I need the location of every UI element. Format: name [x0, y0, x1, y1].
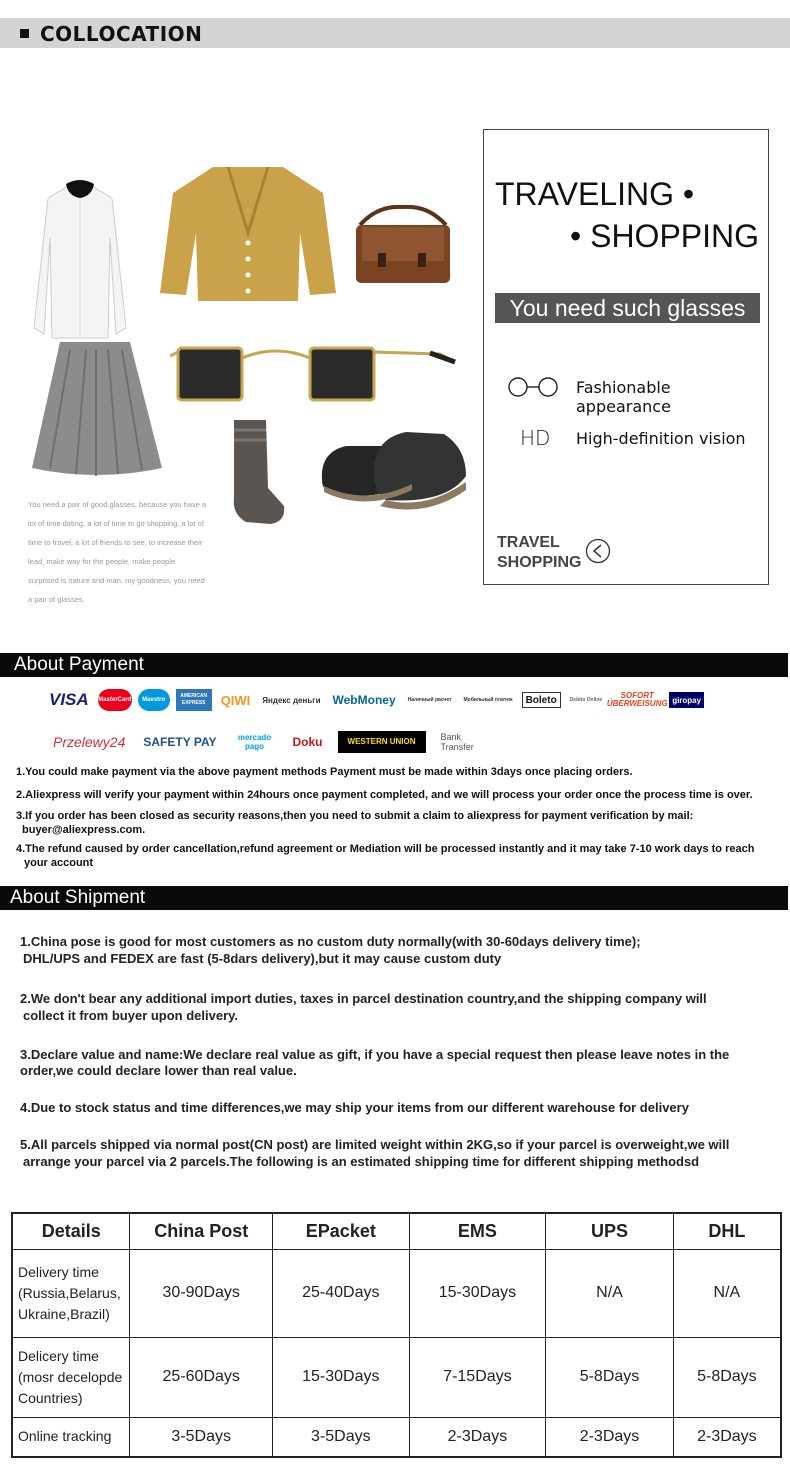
visa-logo: VISA: [49, 690, 89, 709]
mastercard-logo: MasterCard: [98, 689, 132, 711]
row-label-line: Delicery time: [18, 1347, 99, 1364]
need-glasses-banner: You need such glasses: [495, 293, 760, 323]
payment-email: buyer@aliexpress.com.: [22, 824, 146, 836]
sunglasses-image: [170, 330, 460, 410]
payment-note-4: 4.The refund caused by order cancellation,refund agreement or Mediation will be processed instantly and it may take 7-10 work days to reach: [16, 843, 755, 855]
leather-shoes-image: [316, 420, 471, 515]
table-header-cell: DHL: [673, 1213, 781, 1249]
cash-payment-logo: Наличный расчет: [407, 697, 452, 703]
shipment-note-1: 1.China pose is good for most customers as no custom duty normally(with 30-60days delivery time);: [20, 934, 641, 949]
bank-transfer-logo: Bank Transfer: [440, 732, 474, 752]
table-row: [12, 1249, 781, 1337]
webmoney-logo: WebMoney: [332, 693, 396, 707]
maestro-logo: Maestro: [138, 689, 170, 711]
payment-note-4-cont: your account: [24, 857, 94, 869]
yellow-cardigan-image: [158, 163, 338, 305]
mercadopago-logo: mercado pago: [237, 733, 272, 751]
doku-logo: Doku: [292, 735, 323, 749]
table-cell: 25-60Days: [130, 1337, 273, 1417]
arrow-left-circle-icon: [585, 538, 611, 564]
table-row: [12, 1337, 781, 1417]
row-label-line: Delivery time: [18, 1263, 99, 1280]
safetypay-logo: SAFETY PAY: [143, 735, 217, 749]
table-cell: 2-3Days: [409, 1417, 546, 1457]
shipment-note-5-cont: arrange your parcel via 2 parcels.The following is an estimated shipping time for different shipping methodsd: [23, 1154, 700, 1169]
table-cell: 7-15Days: [409, 1337, 546, 1417]
table-cell: 3-5Days: [272, 1417, 409, 1457]
payment-note-1: 1.You could make payment via the above payment methods Payment must be made within 3days once placing orders.: [16, 766, 633, 778]
table-cell: 15-30Days: [409, 1249, 546, 1337]
table-header-cell: UPS: [546, 1213, 674, 1249]
travel-shopping-label: [497, 533, 581, 573]
boleto-logo: Boleto: [522, 692, 561, 708]
hd-icon: HD: [520, 426, 551, 450]
debito-online-logo: Debito Online: [569, 697, 603, 703]
wool-sock-image: [226, 418, 288, 528]
glasses-outline-icon: [506, 376, 562, 398]
table-header-cell: China Post: [130, 1213, 273, 1249]
feature-fashionable: Fashionable appearance: [576, 378, 671, 416]
table-row: [12, 1417, 781, 1457]
row-label-line: Countries): [18, 1389, 83, 1406]
table-cell: N/A: [673, 1249, 781, 1337]
yandex-money-logo: Яндекс деньги: [262, 695, 321, 705]
brown-bag-image: [348, 205, 458, 285]
shipment-note-1-cont: DHL/UPS and FEDEX are fast (5-8dars delivery),but it may cause custom duty: [23, 951, 502, 966]
square-bullet-icon: [20, 29, 29, 38]
shipment-note-3-cont: order,we could declare lower than real value.: [20, 1063, 297, 1078]
shopping-heading: • SHOPPING: [570, 218, 760, 254]
shipment-note-2-cont: collect it from buyer upon delivery.: [23, 1008, 239, 1023]
shipment-note-2: 2.We don't bear any additional import duties, taxes in parcel destination country,and the shipping company will: [20, 991, 707, 1006]
feature-hd: High-definition vision: [576, 429, 746, 448]
glasses-promo-panel: [483, 129, 769, 585]
table-cell: 5-8Days: [546, 1337, 674, 1417]
shipment-note-5: 5.All parcels shipped via normal post(CN post) are limited weight within 2KG,so if your parcel is overweight,we will: [20, 1137, 730, 1152]
row-label: [12, 1417, 130, 1457]
table-cell: N/A: [546, 1249, 674, 1337]
traveling-heading: TRAVELING •: [495, 176, 695, 212]
table-header-row: [12, 1213, 781, 1249]
table-header-cell: Details: [12, 1213, 130, 1249]
collage-caption: You need a pair of good glasses, because you have a lot of time dating, a lot of time to go shopping, a lot of time to travel, a lot of friends to see, to increase their lead, make way for the people, make people surprised is nature and man, my goodness, you need a pair of glasses.: [28, 500, 207, 604]
row-label-line: (mosr decelopde: [18, 1368, 123, 1385]
shipment-note-4: 4.Due to stock status and time differences,we may ship your items from our different warehouse for delivery: [20, 1100, 689, 1115]
sofort-logo: SOFORT ÜBERWEISUNG: [606, 691, 668, 708]
white-shirt-image: [30, 178, 130, 343]
gray-skirt-image: [30, 340, 165, 480]
amex-logo: AMERICAN EXPRESS: [176, 689, 212, 711]
payment-logos-row-1: [46, 689, 704, 711]
row-label: [12, 1249, 130, 1337]
table-cell: 15-30Days: [272, 1337, 409, 1417]
table-cell: 2-3Days: [546, 1417, 674, 1457]
row-label-line: Online tracking: [18, 1428, 112, 1445]
shipment-note-3: 3.Declare value and name:We declare real value as gift, if you have a special request then please leave notes in the: [20, 1047, 730, 1062]
przelewy24-logo: Przelewy24: [53, 734, 126, 750]
table-header-cell: EMS: [409, 1213, 546, 1249]
travel-label: TRAVEL: [497, 534, 560, 551]
western-union-logo: WESTERN UNION: [338, 731, 426, 753]
row-label-line: Ukraine,Brazil): [18, 1305, 110, 1322]
row-label: [12, 1337, 130, 1417]
about-shipment-header: About Shipment: [0, 886, 788, 910]
payment-note-2: 2.Aliexpress will verify your payment within 24hours once payment completed, and we will process your order once the process time is over.: [16, 789, 753, 801]
about-payment-header: About Payment: [0, 653, 788, 677]
table-cell: 30-90Days: [130, 1249, 273, 1337]
qiwi-logo: QIWI: [220, 692, 251, 708]
table-cell: 5-8Days: [673, 1337, 781, 1417]
mobile-payment-logo: Мобильный платеж: [463, 697, 513, 703]
table-cell: 3-5Days: [130, 1417, 273, 1457]
table-cell: 25-40Days: [272, 1249, 409, 1337]
table-cell: 2-3Days: [673, 1417, 781, 1457]
shipping-time-table: [11, 1212, 782, 1458]
payment-logos-row-2: [50, 731, 482, 753]
giropay-logo: giropay: [669, 692, 704, 708]
shopping-label: SHOPPING: [497, 554, 582, 571]
payment-note-3: 3.If you order has been closed as security reasons,then you need to submit a claim to aliexpress for payment verification by mail:: [16, 810, 694, 822]
collocation-header: [0, 18, 790, 48]
row-label-line: (Russia,Belarus,: [18, 1284, 121, 1301]
table-header-cell: EPacket: [272, 1213, 409, 1249]
collocation-title: COLLOCATION: [40, 22, 203, 46]
